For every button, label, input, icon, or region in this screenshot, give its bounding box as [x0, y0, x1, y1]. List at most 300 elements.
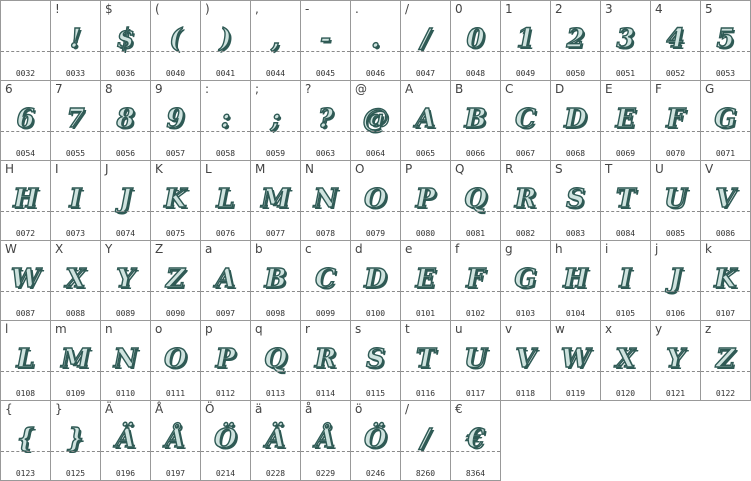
character-code: 0098	[265, 309, 286, 318]
glyph-cell[interactable]	[251, 321, 301, 401]
glyph-preview: Ö	[214, 424, 237, 454]
character-code: 0101	[415, 309, 436, 318]
glyph-cell[interactable]	[1, 81, 51, 161]
glyph-cell[interactable]	[1, 1, 51, 81]
character-label: n	[105, 322, 113, 336]
glyph-preview: Å	[315, 424, 336, 454]
glyph-cell[interactable]	[201, 161, 251, 241]
glyph-preview: I	[69, 184, 82, 214]
baseline-guide	[201, 451, 250, 452]
glyph-cell[interactable]	[151, 321, 201, 401]
glyph-cell[interactable]	[351, 1, 401, 81]
character-code: 0084	[615, 229, 636, 238]
character-label: ö	[355, 402, 363, 416]
glyph-cell[interactable]	[151, 241, 201, 321]
glyph-preview: P	[215, 344, 236, 374]
glyph-cell[interactable]	[651, 161, 701, 241]
glyph-cell[interactable]	[401, 161, 451, 241]
glyph-cell[interactable]	[201, 1, 251, 81]
glyph-cell[interactable]	[601, 241, 651, 321]
glyph-preview: M	[61, 344, 90, 374]
character-label: å	[305, 402, 313, 416]
character-code: 0083	[565, 229, 586, 238]
baseline-guide	[301, 451, 350, 452]
character-label: z	[705, 322, 712, 336]
character-code: 0065	[415, 149, 436, 158]
character-code: 0082	[515, 229, 536, 238]
glyph-cell[interactable]	[101, 321, 151, 401]
baseline-guide	[1, 211, 50, 212]
glyph-cell[interactable]	[201, 401, 251, 481]
glyph-cell[interactable]	[651, 81, 701, 161]
glyph-preview: ;	[270, 104, 281, 134]
character-label: {	[5, 402, 13, 416]
character-label: F	[655, 82, 662, 96]
character-code: 0051	[615, 69, 636, 78]
glyph-cell[interactable]	[101, 81, 151, 161]
glyph-cell[interactable]	[501, 81, 551, 161]
baseline-guide	[651, 51, 700, 52]
glyph-cell[interactable]	[201, 81, 251, 161]
glyph-preview: X	[615, 344, 636, 374]
character-code: 8260	[415, 469, 436, 478]
glyph-cell[interactable]	[551, 241, 601, 321]
character-label: Y	[105, 242, 113, 256]
glyph-preview: Q	[464, 184, 487, 214]
glyph-cell[interactable]	[101, 161, 151, 241]
glyph-preview: D	[564, 104, 587, 134]
glyph-cell[interactable]	[201, 321, 251, 401]
glyph-preview: 0	[466, 24, 485, 54]
glyph-preview: 6	[16, 104, 35, 134]
character-code: 0120	[615, 389, 636, 398]
character-code: 0112	[215, 389, 236, 398]
baseline-guide	[701, 211, 750, 212]
glyph-preview: S	[366, 344, 385, 374]
character-code: 0122	[715, 389, 736, 398]
glyph-preview: /	[420, 424, 431, 454]
glyph-cell[interactable]	[301, 241, 351, 321]
glyph-preview: O	[164, 344, 187, 374]
baseline-guide	[301, 51, 350, 52]
character-code: 0081	[465, 229, 486, 238]
glyph-cell[interactable]	[551, 321, 601, 401]
character-label: j	[655, 242, 659, 256]
character-code: 0041	[215, 69, 236, 78]
glyph-cell[interactable]	[601, 1, 651, 81]
glyph-cell[interactable]	[51, 81, 101, 161]
character-label: O	[355, 162, 365, 176]
character-label: r	[305, 322, 310, 336]
character-label: H	[5, 162, 15, 176]
glyph-cell[interactable]	[501, 321, 551, 401]
glyph-cell[interactable]	[551, 1, 601, 81]
glyph-cell[interactable]	[701, 1, 751, 81]
glyph-cell[interactable]	[51, 1, 101, 81]
character-code: 0089	[115, 309, 136, 318]
character-label: A	[405, 82, 414, 96]
character-label: €	[455, 402, 463, 416]
baseline-guide	[151, 371, 200, 372]
character-label: a	[205, 242, 213, 256]
baseline-guide	[551, 371, 600, 372]
character-code: 0087	[15, 309, 36, 318]
glyph-cell[interactable]	[301, 321, 351, 401]
baseline-guide	[151, 131, 200, 132]
glyph-preview: Y	[666, 344, 685, 374]
character-code: 0097	[215, 309, 236, 318]
baseline-guide	[401, 131, 450, 132]
glyph-preview: €	[466, 424, 485, 454]
baseline-guide	[201, 131, 250, 132]
glyph-preview: N	[313, 184, 338, 214]
glyph-cell[interactable]	[601, 321, 651, 401]
character-label: i	[605, 242, 609, 256]
glyph-preview: Y	[116, 264, 135, 294]
glyph-cell[interactable]	[501, 1, 551, 81]
glyph-cell[interactable]	[1, 321, 51, 401]
baseline-guide	[51, 211, 100, 212]
character-code: 0088	[65, 309, 86, 318]
character-label: D	[555, 82, 565, 96]
character-code: 0107	[715, 309, 736, 318]
baseline-guide	[101, 131, 150, 132]
glyph-preview: C	[515, 104, 536, 134]
character-code: 0110	[115, 389, 136, 398]
character-code: 0048	[465, 69, 486, 78]
character-label: c	[305, 242, 312, 256]
character-label: -	[305, 2, 310, 16]
glyph-preview: T	[615, 184, 636, 214]
character-code: 0073	[65, 229, 86, 238]
baseline-guide	[101, 291, 150, 292]
glyph-preview: H	[13, 184, 38, 214]
baseline-guide	[351, 211, 400, 212]
character-label: Z	[155, 242, 164, 256]
glyph-preview: G	[514, 264, 537, 294]
baseline-guide	[401, 51, 450, 52]
character-label: E	[605, 82, 613, 96]
character-label: u	[455, 322, 463, 336]
baseline-guide	[351, 51, 400, 52]
glyph-preview: T	[415, 344, 436, 374]
glyph-preview: U	[464, 344, 487, 374]
glyph-cell[interactable]	[201, 241, 251, 321]
baseline-guide	[351, 131, 400, 132]
glyph-cell[interactable]	[401, 81, 451, 161]
baseline-guide	[651, 371, 700, 372]
glyph-cell[interactable]	[51, 321, 101, 401]
glyph-preview: U	[664, 184, 687, 214]
character-code: 0057	[165, 149, 186, 158]
glyph-cell[interactable]	[51, 241, 101, 321]
glyph-preview: 3	[616, 24, 635, 54]
character-label: }	[55, 402, 63, 416]
character-code: 0118	[515, 389, 536, 398]
glyph-cell[interactable]	[451, 321, 501, 401]
glyph-cell[interactable]	[601, 161, 651, 241]
baseline-guide	[501, 291, 550, 292]
baseline-guide	[301, 131, 350, 132]
glyph-cell[interactable]	[701, 161, 751, 241]
glyph-preview: E	[615, 104, 636, 134]
glyph-preview: Ä	[265, 424, 286, 454]
glyph-cell[interactable]	[51, 401, 101, 481]
glyph-cell[interactable]	[601, 81, 651, 161]
glyph-cell[interactable]	[651, 1, 701, 81]
glyph-cell[interactable]	[351, 401, 401, 481]
glyph-cell[interactable]	[251, 241, 301, 321]
character-code: 0123	[15, 469, 36, 478]
character-label: 0	[455, 2, 463, 16]
glyph-cell[interactable]	[251, 81, 301, 161]
baseline-guide	[451, 211, 500, 212]
glyph-cell[interactable]	[101, 401, 151, 481]
glyph-preview: }	[67, 424, 84, 454]
glyph-preview: P	[415, 184, 436, 214]
glyph-cell[interactable]	[151, 161, 201, 241]
glyph-cell[interactable]	[301, 161, 351, 241]
baseline-guide	[151, 211, 200, 212]
baseline-guide	[501, 131, 550, 132]
baseline-guide	[451, 131, 500, 132]
character-code: 0103	[515, 309, 536, 318]
baseline-guide	[601, 51, 650, 52]
character-label: )	[205, 2, 210, 16]
baseline-guide	[101, 371, 150, 372]
glyph-cell[interactable]	[551, 81, 601, 161]
character-label: K	[155, 162, 163, 176]
character-label: (	[155, 2, 160, 16]
glyph-cell[interactable]	[351, 321, 401, 401]
character-label: W	[5, 242, 17, 256]
character-code: 0069	[615, 149, 636, 158]
glyph-preview: W	[10, 264, 41, 294]
glyph-cell[interactable]	[1, 161, 51, 241]
glyph-preview: Z	[166, 264, 185, 294]
character-code: 0072	[15, 229, 36, 238]
baseline-guide	[301, 291, 350, 292]
character-label: X	[55, 242, 64, 256]
character-label: ,	[255, 2, 259, 16]
character-code: 0055	[65, 149, 86, 158]
character-code: 0032	[15, 69, 36, 78]
glyph-preview: 9	[166, 104, 185, 134]
baseline-guide	[451, 371, 500, 372]
glyph-preview: 8	[116, 104, 135, 134]
character-code: 0106	[665, 309, 686, 318]
baseline-guide	[551, 51, 600, 52]
character-code: 0109	[65, 389, 86, 398]
baseline-guide	[351, 451, 400, 452]
glyph-cell[interactable]	[701, 81, 751, 161]
glyph-cell[interactable]	[451, 81, 501, 161]
glyph-preview: K	[714, 264, 737, 294]
character-label: /	[405, 402, 410, 416]
baseline-guide	[1, 291, 50, 292]
character-code: 0050	[565, 69, 586, 78]
glyph-cell[interactable]	[251, 161, 301, 241]
glyph-preview: V	[515, 344, 536, 374]
glyph-preview: D	[364, 264, 387, 294]
character-label: S	[555, 162, 563, 176]
glyph-preview: B	[464, 104, 487, 134]
glyph-cell[interactable]	[101, 1, 151, 81]
glyph-preview: !	[69, 24, 82, 54]
character-label: l	[5, 322, 9, 336]
character-label: U	[655, 162, 664, 176]
character-code: 0045	[315, 69, 336, 78]
baseline-guide	[201, 371, 250, 372]
baseline-guide	[401, 371, 450, 372]
character-label: J	[105, 162, 109, 176]
glyph-cell[interactable]	[551, 161, 601, 241]
glyph-cell[interactable]	[251, 401, 301, 481]
glyph-cell[interactable]	[351, 161, 401, 241]
character-label: x	[605, 322, 613, 336]
character-code: 0047	[415, 69, 436, 78]
character-code: 0125	[65, 469, 86, 478]
baseline-guide	[201, 51, 250, 52]
glyph-cell[interactable]	[401, 401, 451, 481]
glyph-cell[interactable]	[151, 1, 201, 81]
baseline-guide	[601, 371, 650, 372]
glyph-cell[interactable]	[701, 321, 751, 401]
baseline-guide	[451, 51, 500, 52]
baseline-guide	[601, 211, 650, 212]
baseline-guide	[151, 451, 200, 452]
baseline-guide	[651, 131, 700, 132]
glyph-preview: M	[261, 184, 290, 214]
character-label: Q	[455, 162, 465, 176]
character-label: v	[505, 322, 513, 336]
glyph-cell[interactable]	[301, 81, 351, 161]
glyph-cell[interactable]	[451, 241, 501, 321]
character-label: w	[555, 322, 565, 336]
character-label: h	[555, 242, 563, 256]
character-code: 0117	[465, 389, 486, 398]
glyph-cell[interactable]	[451, 1, 501, 81]
character-code: 0071	[715, 149, 736, 158]
baseline-guide	[501, 211, 550, 212]
character-code: 0066	[465, 149, 486, 158]
character-label: .	[355, 2, 359, 16]
character-label: p	[205, 322, 213, 336]
glyph-cell[interactable]	[351, 81, 401, 161]
glyph-cell[interactable]	[401, 241, 451, 321]
character-code: 0033	[65, 69, 86, 78]
character-code: 0085	[665, 229, 686, 238]
character-code: 0064	[365, 149, 386, 158]
glyph-preview: $	[116, 24, 135, 54]
character-label: 4	[655, 2, 663, 16]
character-code: 0114	[315, 389, 336, 398]
character-code: 0052	[665, 69, 686, 78]
baseline-guide	[401, 211, 450, 212]
baseline-guide	[251, 371, 300, 372]
baseline-guide	[1, 451, 50, 452]
glyph-cell[interactable]	[1, 401, 51, 481]
baseline-guide	[251, 451, 300, 452]
character-code: 0053	[715, 69, 736, 78]
glyph-preview: J	[119, 184, 132, 214]
character-label: 5	[705, 2, 713, 16]
glyph-cell[interactable]	[451, 401, 501, 481]
glyph-preview: J	[669, 264, 682, 294]
glyph-preview: H	[563, 264, 588, 294]
glyph-cell[interactable]	[451, 161, 501, 241]
character-code: 0067	[515, 149, 536, 158]
baseline-guide	[601, 291, 650, 292]
character-code: 0040	[165, 69, 186, 78]
character-label: 9	[155, 82, 163, 96]
glyph-cell[interactable]	[501, 161, 551, 241]
character-label: Ö	[205, 402, 215, 416]
glyph-preview: A	[415, 104, 436, 134]
glyph-cell[interactable]	[1, 241, 51, 321]
glyph-preview: F	[466, 264, 485, 294]
character-code: 0099	[315, 309, 336, 318]
baseline-guide	[151, 51, 200, 52]
glyph-cell[interactable]	[701, 241, 751, 321]
character-code: 0229	[315, 469, 336, 478]
glyph-cell[interactable]	[401, 321, 451, 401]
glyph-cell[interactable]	[351, 241, 401, 321]
character-code: 0115	[365, 389, 386, 398]
character-label: 6	[5, 82, 13, 96]
baseline-guide	[101, 211, 150, 212]
baseline-guide	[1, 51, 50, 52]
glyph-cell[interactable]	[151, 81, 201, 161]
character-code: 0046	[365, 69, 386, 78]
glyph-preview: X	[65, 264, 86, 294]
character-label: k	[705, 242, 712, 256]
glyph-cell[interactable]	[301, 401, 351, 481]
glyph-cell[interactable]	[251, 1, 301, 81]
empty-cell	[701, 401, 751, 481]
character-label: ?	[305, 82, 312, 96]
glyph-cell[interactable]	[301, 1, 351, 81]
baseline-guide	[351, 371, 400, 372]
character-label: ä	[255, 402, 263, 416]
glyph-cell[interactable]	[151, 401, 201, 481]
baseline-guide	[401, 451, 450, 452]
glyph-preview: ,	[270, 24, 281, 54]
glyph-cell[interactable]	[501, 241, 551, 321]
glyph-preview: E	[415, 264, 436, 294]
glyph-preview: -	[320, 24, 331, 54]
glyph-cell[interactable]	[51, 161, 101, 241]
baseline-guide	[701, 131, 750, 132]
glyph-preview: /	[420, 24, 431, 54]
character-label: 3	[605, 2, 613, 16]
glyph-preview: I	[619, 264, 632, 294]
glyph-preview: 7	[66, 104, 85, 134]
glyph-preview: A	[215, 264, 236, 294]
glyph-cell[interactable]	[101, 241, 151, 321]
glyph-preview: :	[220, 104, 231, 134]
baseline-guide	[451, 451, 500, 452]
glyph-preview: V	[715, 184, 736, 214]
character-code: 0086	[715, 229, 736, 238]
character-label: ;	[255, 82, 260, 96]
character-label: !	[55, 2, 60, 16]
glyph-cell[interactable]	[401, 1, 451, 81]
glyph-cell[interactable]	[651, 241, 701, 321]
glyph-cell[interactable]	[651, 321, 701, 401]
glyph-preview: 1	[516, 24, 535, 54]
character-code: 0105	[615, 309, 636, 318]
